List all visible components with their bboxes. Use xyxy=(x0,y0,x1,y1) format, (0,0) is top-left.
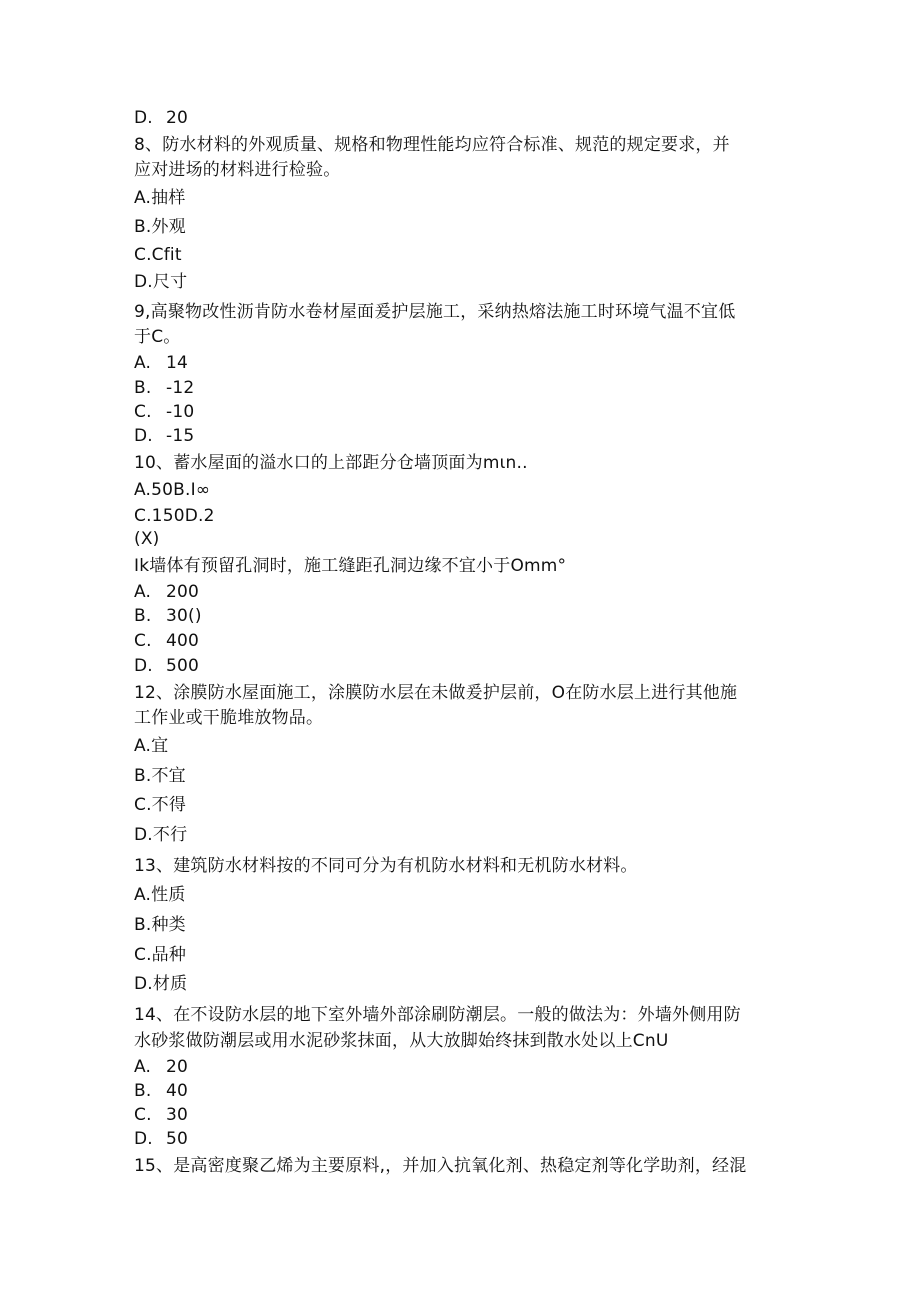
option-value: 200 xyxy=(166,582,200,602)
option-line xyxy=(134,1056,794,1078)
question-12-text: 12、涂膜防水屋面施工，涂膜防水层在未做爰护层前，O在防水层上进行其他施 xyxy=(134,683,738,703)
option-line: C.Cfit xyxy=(134,245,182,265)
option-letter: C. xyxy=(134,1105,152,1125)
option-line xyxy=(134,1080,794,1102)
option-line xyxy=(134,655,794,677)
question-10-text: 10、蓄水屋面的溢水口的上部距分仓墙顶面为mιn.. xyxy=(134,453,528,473)
option-letter: B. xyxy=(134,1081,152,1101)
option-value: 400 xyxy=(166,631,200,651)
option-value: 20 xyxy=(166,1057,189,1077)
option-value: 20 xyxy=(166,108,189,128)
option-letter: A. xyxy=(134,582,152,602)
option-line xyxy=(134,401,794,423)
question-13-text: 13、建筑防水材料按的不同可分为有机防水材料和无机防水材料。 xyxy=(134,856,638,876)
option-value: 50 xyxy=(166,1129,189,1149)
option-line: D.不行 xyxy=(134,825,188,845)
option-letter: A. xyxy=(134,1057,152,1077)
option-letter: D. xyxy=(134,426,153,446)
option-letter: B. xyxy=(134,606,152,626)
option-letter: D. xyxy=(134,656,153,676)
option-letter: A. xyxy=(134,353,152,373)
option-line: C.150D.2 xyxy=(134,506,215,526)
option-value: 40 xyxy=(166,1081,189,1101)
option-value: -12 xyxy=(166,378,195,398)
option-line xyxy=(134,425,794,447)
question-9-text: 9,高聚物改性沥肯防水卷材屋面爰护层施工，采纳热熔法施工时环境气温不宜低 xyxy=(134,302,736,322)
option-line: D.尺寸 xyxy=(134,272,188,292)
question-8-text-cont: 应对进场的材料进行检验。 xyxy=(134,160,341,180)
option-line: A.50B.I∞ xyxy=(134,480,211,500)
option-line: B.种类 xyxy=(134,915,186,935)
option-letter: C. xyxy=(134,402,152,422)
option-line xyxy=(134,1128,794,1150)
option-line xyxy=(134,377,794,399)
option-letter: D. xyxy=(134,1129,153,1149)
option-line: C.品种 xyxy=(134,945,187,965)
option-value: -15 xyxy=(166,426,195,446)
option-line xyxy=(134,107,794,129)
option-value: 30() xyxy=(166,606,202,626)
option-value: -10 xyxy=(166,402,195,422)
option-line: A.宜 xyxy=(134,736,169,756)
option-value: 500 xyxy=(166,656,200,676)
text-line: (X) xyxy=(134,529,160,549)
option-line: B.外观 xyxy=(134,217,186,237)
option-line xyxy=(134,581,794,603)
question-15-text: 15、是高密度聚乙烯为主要原料,，并加入抗氧化剂、热稳定剂等化学助剂，经混 xyxy=(134,1156,747,1176)
option-line: A.抽样 xyxy=(134,188,186,208)
question-14-text-cont: 水砂浆做防潮层或用水泥砂浆抹面，从大放脚始终抹到散水处以上CnU xyxy=(134,1031,669,1051)
option-line xyxy=(134,352,794,374)
option-line: B.不宜 xyxy=(134,766,186,786)
option-line xyxy=(134,630,794,652)
option-line: C.不得 xyxy=(134,795,187,815)
option-value: 14 xyxy=(166,353,189,373)
question-9-text-cont: 于C。 xyxy=(134,327,181,347)
question-11-text: Ik墙体有预留孔洞时，施工缝距孔洞边缘不宜小于Omm° xyxy=(134,556,567,576)
option-letter: D. xyxy=(134,108,153,128)
option-letter: B. xyxy=(134,378,152,398)
option-letter: C. xyxy=(134,631,152,651)
question-14-text: 14、在不设防水层的地下室外墙外部涂刷防潮层。一般的做法为：外墙外侧用防 xyxy=(134,1005,741,1025)
option-line: D.材质 xyxy=(134,974,188,994)
question-8-text: 8、防水材料的外观质量、规格和物理性能均应符合标准、规范的规定要求，并 xyxy=(134,135,730,155)
question-12-text-cont: 工作业或干脆堆放物品。 xyxy=(134,708,324,728)
option-value: 30 xyxy=(166,1105,189,1125)
option-line: A.性质 xyxy=(134,885,186,905)
option-line xyxy=(134,1104,794,1126)
option-line xyxy=(134,605,794,627)
